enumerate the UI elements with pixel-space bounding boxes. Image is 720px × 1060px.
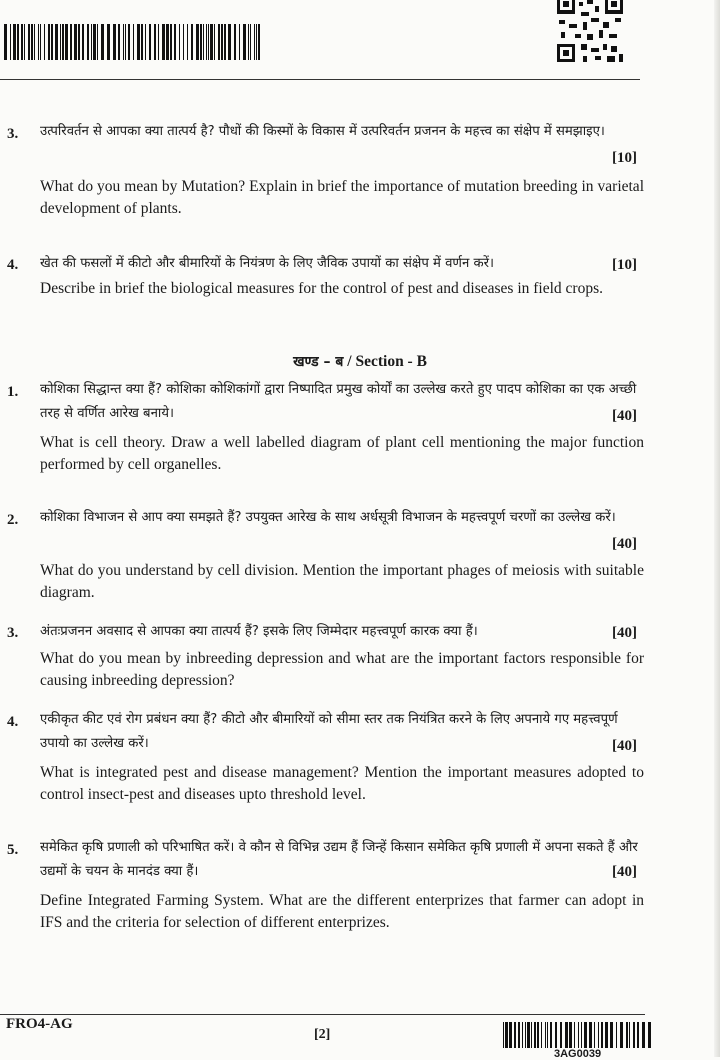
question-number: 1. xyxy=(7,384,19,400)
barcode-bar xyxy=(31,24,33,60)
barcode-bar xyxy=(598,1022,599,1048)
barcode-bar xyxy=(78,24,80,60)
barcode-bar xyxy=(578,1022,579,1048)
barcode-bar xyxy=(113,24,116,60)
barcode-bar xyxy=(509,1022,512,1048)
barcode-bar xyxy=(82,24,84,60)
barcode-bar xyxy=(200,24,202,60)
question-english-text: What do you mean by Mutation? Explain in brief the importance of mutation breeding in varietal development of plants. xyxy=(40,178,644,217)
barcode-bar xyxy=(191,24,193,60)
barcode-bar xyxy=(97,24,98,60)
barcode-bar xyxy=(221,24,223,60)
barcode-bar xyxy=(62,24,64,60)
barcode-bar xyxy=(555,1022,557,1048)
barcode-bar xyxy=(239,24,240,60)
barcode-bar xyxy=(28,24,30,60)
question-number: 2. xyxy=(7,512,19,528)
barcode-bar xyxy=(21,24,23,60)
barcode-bar xyxy=(258,24,260,60)
barcode-bar xyxy=(183,24,184,60)
barcode-bar xyxy=(196,24,199,60)
barcode-bar xyxy=(228,24,231,60)
barcode-bar xyxy=(166,24,169,60)
barcode-bar xyxy=(545,1022,546,1048)
question-hindi-text: उत्परिवर्तन से आपका क्या तात्पर्य है? पौधों की किस्मों के विकास में उत्परिवर्तन प्रजनन के महत्त्व का संक्षेप में समझाइए। xyxy=(40,124,605,139)
barcode-bar xyxy=(256,24,257,60)
question-marks: [10] xyxy=(612,257,637,273)
barcode-bar xyxy=(616,1022,617,1048)
barcode-bar xyxy=(210,24,213,60)
barcode-bar xyxy=(248,24,249,60)
barcode-bar xyxy=(44,24,45,60)
barcode-bar xyxy=(187,24,188,60)
question-hindi-text: कोशिका विभाजन से आप क्या समझते हैं? उपयुक्त आरेख के साथ अर्धसूत्री विभाजन के महत्त्वपूर्ण चरणों का उल्लेख करें। xyxy=(40,510,616,525)
barcode-bar xyxy=(162,24,165,60)
barcode-bar xyxy=(503,1022,504,1048)
barcode-bar xyxy=(128,24,130,60)
barcode-top xyxy=(4,24,260,60)
barcode-bar xyxy=(560,1022,562,1048)
barcode-bar xyxy=(133,24,134,60)
barcode-bar xyxy=(118,24,120,60)
barcode-bar xyxy=(107,24,110,60)
barcode-bar xyxy=(87,24,89,60)
question-marks: [40] xyxy=(612,864,637,880)
barcode-bar xyxy=(24,24,25,60)
section-heading-english: Section - B xyxy=(355,353,427,370)
barcode-bar xyxy=(547,1022,548,1048)
barcode-bar xyxy=(525,1022,526,1048)
question-marks: [40] xyxy=(612,408,637,424)
barcode-bar xyxy=(648,1022,651,1048)
barcode-bar xyxy=(234,24,236,60)
barcode-bar xyxy=(541,1022,542,1048)
barcode-bar xyxy=(527,1022,530,1048)
barcode-bar xyxy=(569,1022,572,1048)
barcode-bar xyxy=(13,24,16,60)
barcode-bar xyxy=(565,1022,568,1048)
barcode-bar xyxy=(101,24,104,60)
question-number: 5. xyxy=(7,842,19,858)
question-hindi-text: समेकित कृषि प्रणाली को परिभाषित करें। वे कौन से विभिन्न उद्यम हैं जिन्हें किसान समेकित कृषि प्रणाली में अपना सकते हैं और उद्यमों के चयन के मानदंड क्या हैं। xyxy=(40,840,638,879)
barcode-bar xyxy=(170,24,172,60)
question-marks: [10] xyxy=(612,150,637,166)
question-english-text: What do you understand by cell division. Mention the important phages of meiosis with suitable diagram. xyxy=(40,562,644,601)
barcode-bar xyxy=(38,24,39,60)
barcode-bar xyxy=(34,24,35,60)
question-english-text: What is integrated pest and disease management? Mention the important measures adopted to control insect-pest and diseases upto threshold level. xyxy=(40,764,644,803)
serial-number: 3AG0039 xyxy=(554,1048,602,1060)
barcode-bar xyxy=(589,1022,592,1048)
barcode-bar xyxy=(74,24,77,60)
barcode-bar xyxy=(250,24,251,60)
barcode-bar xyxy=(534,1022,536,1048)
barcode-bar xyxy=(629,1022,630,1048)
barcode-bar xyxy=(91,24,92,60)
barcode-bar xyxy=(594,1022,595,1048)
barcode-bar xyxy=(531,1022,532,1048)
barcode-bar xyxy=(145,24,146,60)
question-number: 3. xyxy=(7,625,19,641)
question-marks: [40] xyxy=(612,536,637,552)
section-heading-hindi: खण्ड – ब xyxy=(293,354,344,370)
barcode-bar xyxy=(581,1022,582,1048)
barcode-bar xyxy=(254,24,255,60)
barcode-bar xyxy=(203,24,204,60)
barcode-bar xyxy=(125,24,126,60)
section-heading-separator: / xyxy=(343,353,356,370)
section-b-heading xyxy=(0,352,720,371)
barcode-bar xyxy=(158,24,159,60)
barcode-bar xyxy=(60,24,61,60)
barcode-bar xyxy=(141,24,143,60)
question-english-text: Define Integrated Farming System. What are the different enterprizes that farmer can adopt in IFS and the criteria for selection of different enterprizes. xyxy=(40,892,644,931)
barcode-bar xyxy=(610,1022,613,1048)
barcode-bar xyxy=(514,1022,516,1048)
barcode-bottom xyxy=(503,1022,651,1048)
barcode-bar xyxy=(70,24,72,60)
barcode-bar xyxy=(550,1022,552,1048)
barcode-bar xyxy=(4,24,7,60)
question-number: 4. xyxy=(7,714,19,730)
barcode-bar xyxy=(55,24,58,60)
question-number: 4. xyxy=(7,257,19,273)
barcode-bar xyxy=(537,1022,539,1048)
barcode-bar xyxy=(518,1022,520,1048)
paper-code: FRO4-AG xyxy=(6,1016,73,1032)
barcode-bar xyxy=(174,24,176,60)
question-hindi-text: कोशिका सिद्धान्त क्या हैं? कोशिका कोशिकांगों द्वारा निष्पादित प्रमुख कोर्यों का उल्लेख करते हुए पादप कोशिका का एक अच्छी तरह से वर्णित आरेख बनाये। xyxy=(40,382,637,421)
barcode-bar xyxy=(154,24,156,60)
barcode-bar xyxy=(218,24,220,60)
barcode-bar xyxy=(40,24,41,60)
barcode-bar xyxy=(93,24,96,60)
barcode-bar xyxy=(243,24,246,60)
question-marks: [40] xyxy=(612,738,637,754)
question-number: 3. xyxy=(7,126,19,142)
barcode-bar xyxy=(584,1022,587,1048)
barcode-bar xyxy=(637,1022,639,1048)
barcode-bar xyxy=(10,24,11,60)
barcode-bar xyxy=(208,24,209,60)
question-english-text: What do you mean by inbreeding depression and what are the important factors responsible for causing inbreeding depression? xyxy=(40,650,644,689)
question-hindi-text: अंतःप्रजनन अवसाद से आपका क्या तात्पर्य हैं? इसके लिए जिम्मेदार महत्त्वपूर्ण कारक क्या हैं। xyxy=(40,624,478,639)
qr-code xyxy=(555,0,627,64)
barcode-bar xyxy=(48,24,50,60)
barcode-bar xyxy=(224,24,226,60)
barcode-bar xyxy=(522,1022,523,1048)
question-english-text: What is cell theory. Draw a well labelled diagram of plant cell mentioning the major function performed by cell organelles. xyxy=(40,434,644,473)
page-number: [2] xyxy=(314,1027,331,1042)
barcode-bar xyxy=(51,24,53,60)
barcode-bar xyxy=(601,1022,603,1048)
question-english-text: Describe in brief the biological measures for the control of pest and diseases in field crops. xyxy=(40,280,603,297)
question-hindi-text: खेत की फसलों में कीटो और बीमारियों के नियंत्रण के लिए जैविक उपायों का संक्षेप में वर्णन करें। xyxy=(40,256,495,271)
footer-rule xyxy=(0,1014,645,1015)
barcode-bar xyxy=(620,1022,623,1048)
barcode-bar xyxy=(642,1022,645,1048)
barcode-bar xyxy=(206,24,207,60)
barcode-bar xyxy=(626,1022,628,1048)
barcode-bar xyxy=(574,1022,575,1048)
barcode-bar xyxy=(137,24,140,60)
page-edge xyxy=(714,0,720,1057)
barcode-bar xyxy=(123,24,124,60)
question-hindi-text: एकीकृत कीट एवं रोग प्रबंधन क्या हैं? कीटो और बीमारियों को सीमा स्तर तक नियंत्रित करने के लिए अपनाये गए महत्त्वपूर्ण उपायो का उल्लेख करें। xyxy=(40,712,618,751)
barcode-bar xyxy=(505,1022,508,1048)
barcode-bar xyxy=(214,24,215,60)
header-rule xyxy=(0,79,640,80)
barcode-bar xyxy=(17,24,19,60)
barcode-bar xyxy=(149,24,151,60)
barcode-bar xyxy=(605,1022,608,1048)
barcode-bar xyxy=(65,24,68,60)
question-marks: [40] xyxy=(612,625,637,641)
barcode-bar xyxy=(179,24,180,60)
barcode-bar xyxy=(633,1022,635,1048)
